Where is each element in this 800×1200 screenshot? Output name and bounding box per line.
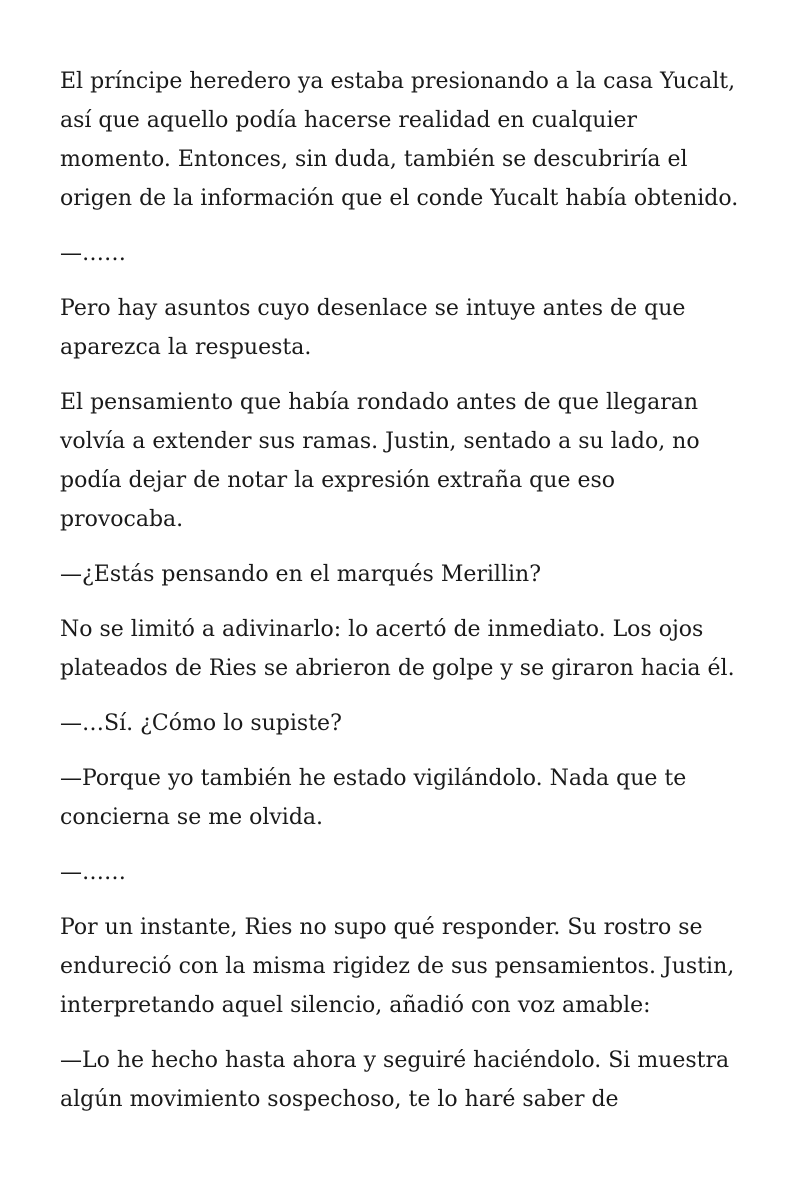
text-line: aparezca la respuesta. (60, 335, 312, 360)
paragraph-11 (60, 1041, 760, 1119)
text-line: —¿Estás pensando en el marqués Merillin? (60, 562, 542, 587)
paragraph-3 (60, 289, 760, 367)
paragraph-4 (60, 383, 760, 539)
text-line: —…… (60, 860, 126, 885)
text-line: volvía a extender sus ramas. Justin, sentado a su lado, no (60, 429, 700, 454)
text-line: —Porque yo también he estado vigilándolo. Nada que te (60, 766, 687, 791)
text-line: plateados de Ries se abrieron de golpe y se giraron hacia él. (60, 656, 735, 681)
paragraph-7 (60, 704, 760, 743)
text-line: concierna se me olvida. (60, 805, 324, 830)
text-line: origen de la información que el conde Yucalt había obtenido. (60, 186, 739, 211)
text-line: No se limitó a adivinarlo: lo acertó de inmediato. Los ojos (60, 617, 704, 642)
paragraph-8 (60, 759, 760, 837)
text-line: así que aquello podía hacerse realidad en cualquier (60, 108, 638, 133)
text-line: —Lo he hecho hasta ahora y seguiré haciéndolo. Si muestra (60, 1048, 730, 1073)
text-line: provocaba. (60, 507, 184, 532)
text-line: algún movimiento sospechoso, te lo haré saber de (60, 1087, 619, 1112)
paragraph-10 (60, 908, 760, 1025)
paragraph-6 (60, 610, 760, 688)
paragraph-5 (60, 555, 760, 594)
paragraph-2 (60, 234, 760, 273)
text-line: momento. Entonces, sin duda, también se descubriría el (60, 147, 688, 172)
text-line: —…… (60, 241, 126, 266)
text-line: podía dejar de notar la expresión extraña que eso (60, 468, 616, 493)
text-line: El príncipe heredero ya estaba presionando a la casa Yucalt, (60, 69, 736, 94)
page-text (60, 62, 760, 1135)
text-line: Por un instante, Ries no supo qué responder. Su rostro se (60, 915, 703, 940)
paragraph-9 (60, 853, 760, 892)
text-line: El pensamiento que había rondado antes de que llegaran (60, 390, 699, 415)
text-line: Pero hay asuntos cuyo desenlace se intuye antes de que (60, 296, 686, 321)
text-line: endureció con la misma rigidez de sus pensamientos. Justin, (60, 954, 735, 979)
text-line: interpretando aquel silencio, añadió con voz amable: (60, 993, 651, 1018)
text-line: —…Sí. ¿Cómo lo supiste? (60, 711, 342, 736)
paragraph-1 (60, 62, 760, 218)
